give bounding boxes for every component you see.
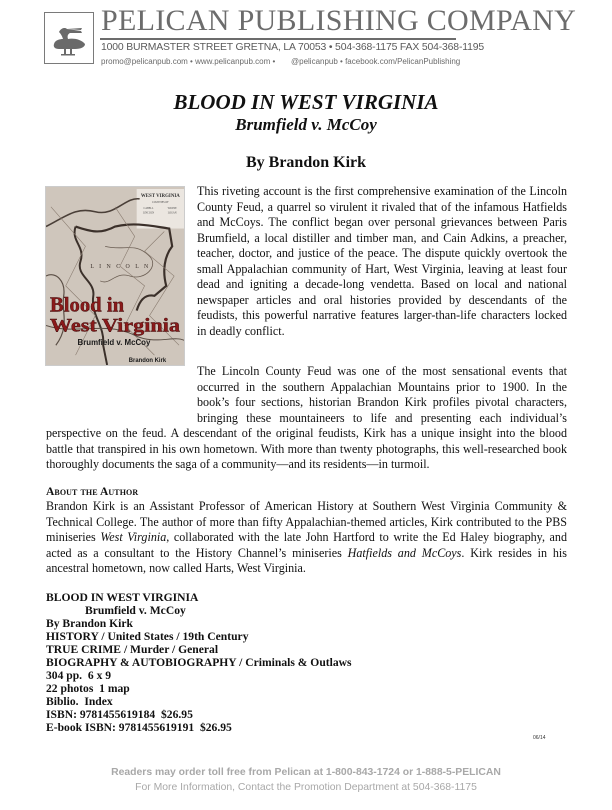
spec-subtitle: Brumfield v. McCoy bbox=[85, 604, 186, 617]
book-byline: By Brandon Kirk bbox=[245, 154, 367, 171]
footer-order-line: Readers may order toll free from Pelican at 1-800-843-1724 or 1-888-5-PELICAN bbox=[111, 767, 501, 778]
cover-title-line2: West Virginia bbox=[49, 315, 181, 337]
cover-author: Brandon Kirk bbox=[128, 358, 167, 365]
cover-map-sub3b: LOGAN bbox=[167, 211, 177, 215]
letterhead-rule bbox=[100, 38, 456, 40]
cover-float-spacer bbox=[46, 364, 197, 411]
cover-map-header: WEST VIRGINIA bbox=[140, 193, 180, 199]
description-paragraph-1: This riveting account is the first comprehensive examination of the Lincoln County Feud, a quarrel so virulent it rivaled that of the infamous Hatfields and McCoys. The conflict began over personal grievances between Paris Brumfield, a local distiller and timber man, and Cain Adkins, a preacher, teacher, doctor, and justice of the peace. The dispute quickly overtook the small Appalachian community of Hart, West Virginia, leaving at least four dead and igniting a decade-long vendetta. Based on local and national newspaper articles and oral histories provided by descendants of the feudists, this powerful narrative features larger-than-life characters locked in deadly conflict. bbox=[197, 184, 567, 338]
pelican-icon bbox=[51, 19, 89, 59]
cover-map-label: L I N C O L N bbox=[90, 264, 151, 271]
company-address: 1000 BURMASTER STREET GRETNA, LA 70053 • 504-368-1175 FAX 504-368-1195 bbox=[101, 42, 484, 53]
about-author-text-a: Brandon Kirk is an Assistant Professor of American History at Southern West Virginia Community & Technical College. The author of more than fifty Appalachian-themed articles, Kirk contributed to the PBS miniseries bbox=[46, 499, 567, 544]
book-specs bbox=[46, 591, 352, 734]
cover-title-line1: Blood in bbox=[49, 294, 125, 317]
spec-illustrations: 22 photos 1 map bbox=[46, 682, 130, 695]
spec-isbn: ISBN: 9781455619184 $26.95 bbox=[46, 708, 193, 721]
book-title: BLOOD IN WEST VIRGINIA bbox=[173, 90, 439, 114]
about-author-italic-a: West Virginia bbox=[100, 530, 167, 544]
spec-title: BLOOD IN WEST VIRGINIA bbox=[46, 591, 199, 604]
spec-ebook-isbn: E-book ISBN: 9781455619191 $26.95 bbox=[46, 721, 232, 734]
cover-map-sub3a: LINCOLN bbox=[142, 211, 155, 215]
cover-map-sub2a: CABELL bbox=[143, 206, 154, 210]
description-paragraph-2-wrapper bbox=[46, 364, 567, 473]
spec-pages-trim: 304 pp. 6 x 9 bbox=[46, 669, 112, 682]
spec-category: HISTORY / United States / 19th Century bbox=[46, 630, 249, 643]
cover-map-sub1: COUNTIES OF bbox=[152, 200, 169, 204]
book-cover-image bbox=[45, 186, 185, 366]
about-author-text bbox=[46, 499, 567, 577]
spec-byline: By Brandon Kirk bbox=[46, 617, 133, 630]
cover-subtitle: Brumfield v. McCoy bbox=[77, 338, 151, 348]
about-author-text-c: . Kirk resides in his ancestral hometown, now called Harts, West Virginia. bbox=[46, 545, 567, 575]
company-social-contact: @pelicanpub • facebook.com/PelicanPublishing bbox=[291, 57, 461, 66]
company-logo bbox=[44, 12, 94, 64]
cover-map-sub2b: WAYNE bbox=[167, 206, 177, 210]
date-code: 06/14 bbox=[533, 735, 546, 741]
spec-category: BIOGRAPHY & AUTOBIOGRAPHY / Criminals & Outlaws bbox=[46, 656, 352, 669]
book-subtitle: Brumfield v. McCoy bbox=[235, 115, 377, 134]
spec-category: TRUE CRIME / Murder / General bbox=[46, 643, 219, 656]
footer-info-line: For More Information, Contact the Promotion Department at 504-368-1175 bbox=[135, 782, 477, 793]
company-name: PELICAN PUBLISHING COMPANY bbox=[101, 4, 577, 37]
spec-extras: Biblio. Index bbox=[46, 695, 113, 708]
company-web-contact: promo@pelicanpub.com • www.pelicanpub.com • bbox=[101, 57, 276, 66]
about-author-italic-b: Hatfields and McCoys bbox=[347, 545, 462, 560]
about-author-heading: About the Author bbox=[46, 486, 139, 498]
description-paragraph-2: The Lincoln County Feud was one of the most sensational events that occurred in the southern Appalachian Mountains prior to 1900. In the book’s four sections, historian Brandon Kirk profiles pivotal characters, bringing these mountaineers to life and presenting each individual’s perspective on the feud. A descendant of the original feudists, Kirk has a unique insight into the blood battle that transpired in his own hometown. With more than twenty photographs, this well-researched book thoroughly documents the saga of a community—and its residents—in turmoil. bbox=[46, 364, 567, 471]
about-author-text-b: , collaborated with the late John Hartford to write the Ed Haley biography, and acted as a consultant to the History Channel’s miniseries bbox=[46, 530, 568, 560]
